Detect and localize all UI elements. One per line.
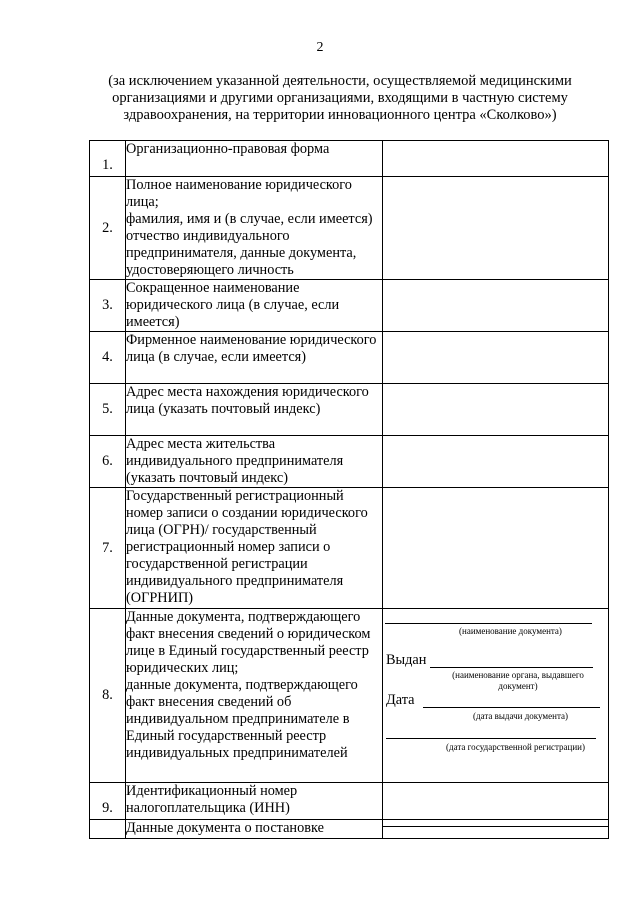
table-row: [90, 609, 609, 783]
value-cell[interactable]: [383, 783, 609, 820]
row-label-part: Полное наименование юридического лица; фамилия, имя и (в случае, если имеется) отчество индивидуального предпринимателя, данные документа, удостоверяющего личность: [126, 177, 373, 278]
application-form-table: [89, 140, 609, 839]
registration-date-caption: (дата государственной регистрации): [446, 742, 585, 752]
table-row: [90, 384, 609, 436]
row-number: 1.: [90, 141, 126, 177]
table-row: [90, 820, 609, 839]
row-label: Государственный регистрационный номер записи о создании юридического лица (ОГРН)/ государственный регистрационный номер записи о государственной регистрации индивидуального предпринимателя (ОГРНИП): [126, 488, 383, 609]
row-label: [126, 177, 383, 280]
row-number: 5.: [90, 384, 126, 436]
row-number: 3.: [90, 280, 126, 332]
registration-line: [383, 826, 608, 827]
row-label: Сокращенное наименование юридического лица (в случае, если имеется): [126, 280, 383, 332]
value-cell[interactable]: [383, 436, 609, 488]
row-number: 8.: [90, 609, 126, 783]
row-number: [90, 820, 126, 839]
value-cell[interactable]: [383, 488, 609, 609]
issue-date-field[interactable]: [423, 707, 600, 708]
value-cell[interactable]: [383, 177, 609, 280]
row-number: 7.: [90, 488, 126, 609]
date-label: Дата: [386, 692, 415, 708]
row-label: Фирменное наименование юридического лица (в случае, если имеется): [126, 332, 383, 384]
value-cell[interactable]: [383, 280, 609, 332]
table-row: [90, 177, 609, 280]
table-row: [90, 280, 609, 332]
registration-date-field[interactable]: [386, 738, 596, 739]
document-details-cell: [383, 609, 609, 783]
value-cell[interactable]: [383, 332, 609, 384]
row-label: [126, 609, 383, 783]
row-number: 4.: [90, 332, 126, 384]
intro-text: (за исключением указанной деятельности, осуществляемой медицинскими организациями и другими организациями, входящими в частную систему здравоохранения, на территории инновационного центра «Сколково»): [108, 73, 572, 123]
row-label: Адрес места жительства индивидуального предпринимателя (указать почтовый индекс): [126, 436, 383, 488]
table-row: [90, 332, 609, 384]
table-row: [90, 141, 609, 177]
document-name-caption: (наименование документа): [459, 626, 562, 636]
table-row: [90, 783, 609, 820]
issue-date-caption: (дата выдачи документа): [473, 711, 568, 721]
issuer-caption: (наименование органа, выдавшего документ): [452, 670, 584, 691]
row-number: 9.: [90, 783, 126, 820]
row-number: 6.: [90, 436, 126, 488]
page-number: 2: [316, 40, 324, 55]
row-label: Адрес места нахождения юридического лица (указать почтовый индекс): [126, 384, 383, 436]
row-label: Данные документа о постановке: [126, 820, 383, 839]
table-row: [90, 436, 609, 488]
row-label: Идентификационный номер налогоплательщика (ИНН): [126, 783, 383, 820]
table-row: [90, 488, 609, 609]
value-cell[interactable]: [383, 141, 609, 177]
value-cell[interactable]: [383, 384, 609, 436]
row-label-part: Данные документа, подтверждающего факт внесения сведений о юридическом лице в Единый государственный реестр юридических лиц; данные документа, подтверждающего факт внесения сведений об индивидуальном предпринимателе в Единый государственный реестр индивидуальных предпринимателей: [126, 609, 371, 761]
row-label: Организационно-правовая форма: [126, 141, 383, 177]
document-name-field[interactable]: [385, 623, 592, 624]
issued-label: Выдан: [386, 652, 427, 668]
row-number: 2.: [90, 177, 126, 280]
value-cell[interactable]: [383, 820, 609, 839]
issuer-field[interactable]: [430, 667, 593, 668]
